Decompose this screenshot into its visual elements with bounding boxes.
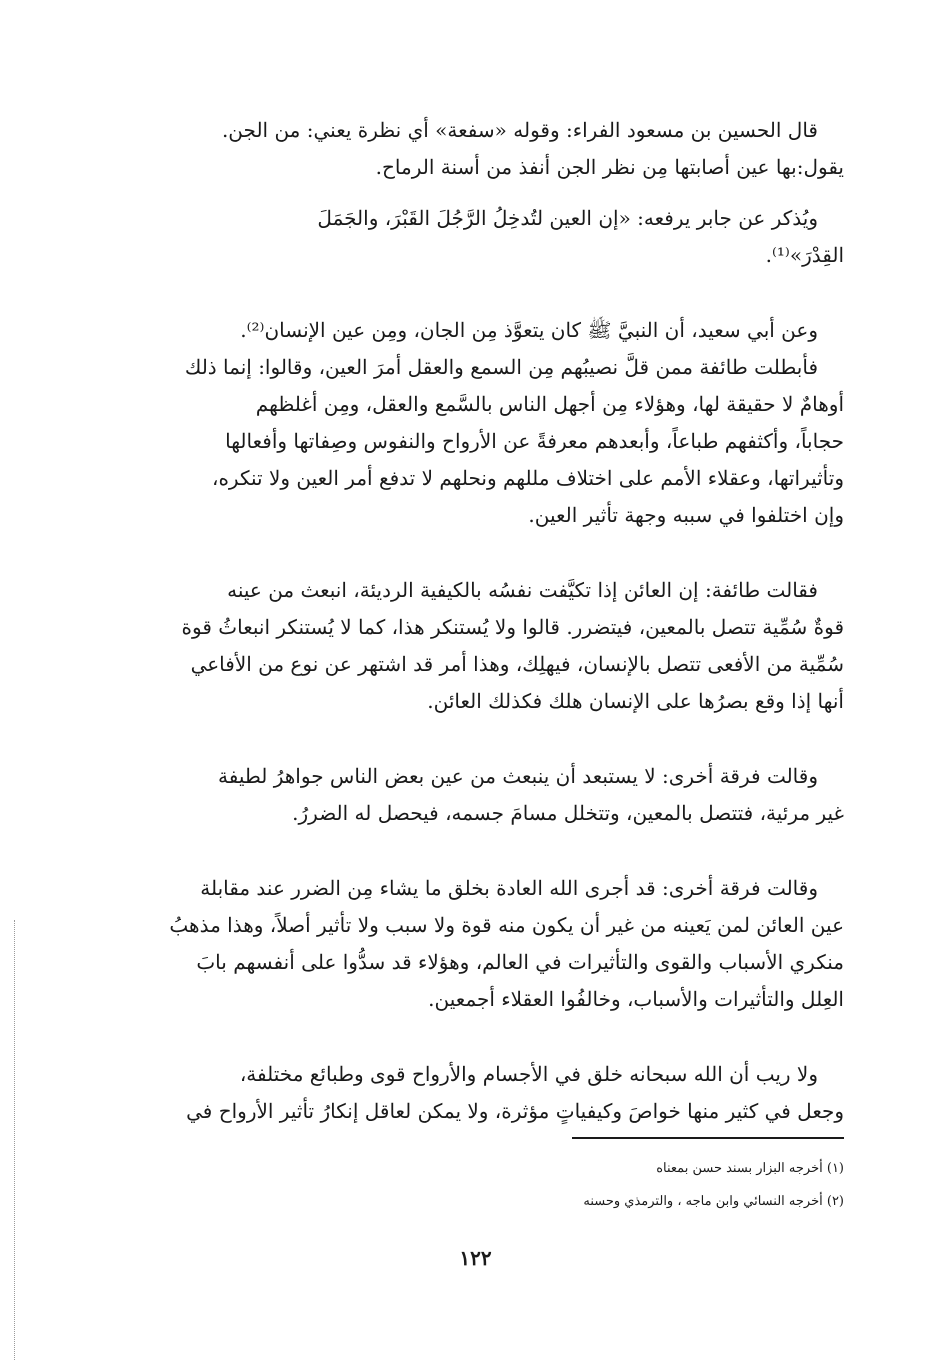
scan-margin-line — [14, 920, 15, 1360]
text-line: وإن اختلفوا في سببه وجهة تأثير العين. — [528, 503, 844, 527]
paragraph-abu-said — [118, 312, 844, 534]
text-line: حجاباً، وأكثفهم طباعاً، وأبعدهم معرفةً عن الأرواح والنفوس وصِفاتها وأفعالها — [225, 429, 844, 453]
footnote-2: (٢) أخرجه النسائي وابن ماجه ، والترمذي وحسنه — [583, 1194, 844, 1209]
footnote-1: (١) أخرجه البزار بسند حسن بمعناه — [656, 1161, 844, 1176]
text-line: وتأثيراتها، وعقلاء الأمم على اختلاف مللهم ونحلهم لا تدفع أمر العين ولا تنكره، — [211, 466, 844, 490]
page-number: ١٢٢ — [459, 1246, 492, 1270]
paragraph-farra — [118, 112, 844, 186]
paragraph-first-group — [118, 572, 844, 720]
text-line: أوهامٌ لا حقيقة لها، وهؤلاء مِن أجهل الناس بالسَّمع والعقل، ومِن أغلظهم — [255, 392, 844, 416]
footnotes — [500, 1152, 844, 1218]
text-line: غير مرئية، فتتصل بالمعين، وتتخلل مسامَ جسمه، فيحصل له الضررُ. — [292, 801, 844, 825]
text-line: منكري الأسباب والقوى والتأثيرات في العالم، وهؤلاء قد سدُّوا على أنفسهم بابَ — [196, 950, 844, 974]
text-line: ولا ريب أن الله سبحانه خلق في الأجسام والأرواح قوى وطبائع مختلفة، — [239, 1062, 818, 1086]
text-line: يقول:بها عين أصابتها مِن نظر الجن أنفذ من أسنة الرماح. — [375, 155, 844, 179]
text-line: ويُذكر عن جابر يرفعه: «إن العين لتُدخِلُ الرَّجُلَ القَبْرَ، والجَمَلَ — [317, 206, 818, 230]
text-line: فقالت طائفة: إن العائن إذا تكيَّفت نفسُه بالكيفية الرديئة، انبعث من عينه — [227, 578, 818, 602]
text-line: قوةٌ سُمِّية تتصل بالمعين، فيتضرر. قالوا ولا يُستنكر هذا، كما لا يُستنكر انبعاثُ قوة — [181, 615, 844, 639]
text-line: وعن أبي سعيد، أن النبيَّ ﷺ كان يتعوَّذ مِن الجان، ومِن عين الإنسان⁽²⁾. — [240, 318, 818, 342]
text-line: أنها إذا وقع بصرُها على الإنسان هلك فكذلك العائن. — [427, 689, 844, 713]
text-line: قال الحسين بن مسعود الفراء: وقوله «سفعة» أي نظرة يعني: من الجن. — [221, 118, 818, 142]
footnote-separator — [572, 1137, 844, 1139]
text-line: القِدْرَ»⁽¹⁾. — [765, 243, 844, 267]
body-text — [118, 112, 844, 1168]
paragraph-jabir — [118, 200, 844, 274]
text-line: وقالت فرقة أخرى: قد أجرى الله العادة بخلق ما يشاء مِن الضرر عند مقابلة — [200, 876, 818, 900]
paragraph-third-group — [118, 870, 844, 1018]
text-line: وجعل في كثير منها خواصَ وكيفياتٍ مؤثرة، ولا يمكن لعاقل إنكارُ تأثير الأرواح في — [186, 1099, 844, 1123]
paragraph-second-group — [118, 758, 844, 832]
text-line: عين العائن لمن يَعينه من غير أن يكون منه قوة ولا سبب ولا تأثير أصلاً، وهذا مذهبُ — [169, 913, 844, 937]
text-line: فأبطلت طائفة ممن قلَّ نصيبُهم مِن السمع والعقل أمرَ العين، وقالوا: إنما ذلك — [184, 355, 818, 379]
paragraph-conclusion — [118, 1056, 844, 1130]
text-line: العِلل والتأثيرات والأسباب، وخالفُوا العقلاء أجمعين. — [428, 987, 844, 1011]
text-line: وقالت فرقة أخرى: لا يستبعد أن ينبعث من عين بعض الناس جواهرُ لطيفة — [217, 764, 818, 788]
text-line: سُمِّية من الأفعى تتصل بالإنسان، فيهلِك، وهذا أمر قد اشتهر عن نوع من الأفاعي — [190, 652, 844, 676]
